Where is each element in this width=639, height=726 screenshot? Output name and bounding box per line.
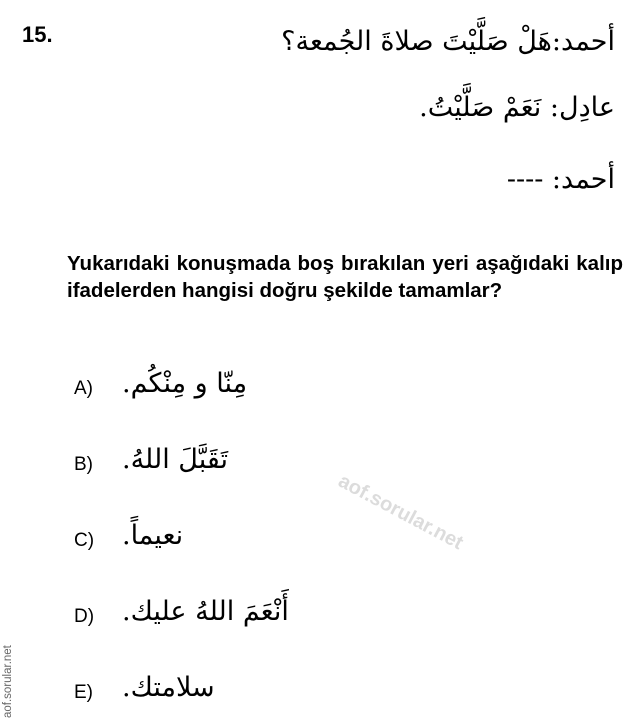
option-a[interactable] <box>74 368 374 416</box>
speaker-name: أحمد: <box>551 164 615 195</box>
option-letter: A) <box>74 378 93 399</box>
utterance: هَلْ صَلَّيْتَ صلاةَ الجُمعة؟ <box>281 26 552 57</box>
watermark-diagonal: aof.sorular.net <box>334 470 467 555</box>
option-text: مِنّا و مِنْكُم. <box>122 368 248 399</box>
option-text: أَنْعَمَ اللهُ عليك. <box>122 596 289 627</box>
blank-utterance: ---- <box>506 164 544 195</box>
option-text: نعيماً. <box>122 520 184 551</box>
option-b[interactable] <box>74 444 374 492</box>
watermark-side: aof.sorular.net <box>2 645 14 718</box>
speaker-name: أحمد: <box>551 26 615 57</box>
dialogue-line-3 <box>507 158 615 201</box>
dialogue-line-1 <box>281 20 615 63</box>
speaker-name: عادِل: <box>549 92 615 123</box>
option-letter: E) <box>74 682 93 703</box>
option-text: تَقَبَّلَ اللهُ. <box>122 444 229 475</box>
utterance: نَعَمْ صَلَّيْتُ. <box>419 92 542 123</box>
option-letter: D) <box>74 606 95 627</box>
question-text: Yukarıdaki konuşmada boş bırakılan yeri aşağıdaki kalıp ifadelerden hangisi doğru şekilde tamamlar? <box>67 252 623 302</box>
dialogue-line-2 <box>419 86 615 129</box>
option-letter: C) <box>74 530 95 551</box>
option-letter: B) <box>74 454 93 475</box>
option-c[interactable] <box>74 520 374 568</box>
option-text: سلامتك. <box>122 672 215 703</box>
option-d[interactable] <box>74 596 374 644</box>
question-number: 15. <box>22 22 53 47</box>
option-e[interactable] <box>74 672 374 720</box>
